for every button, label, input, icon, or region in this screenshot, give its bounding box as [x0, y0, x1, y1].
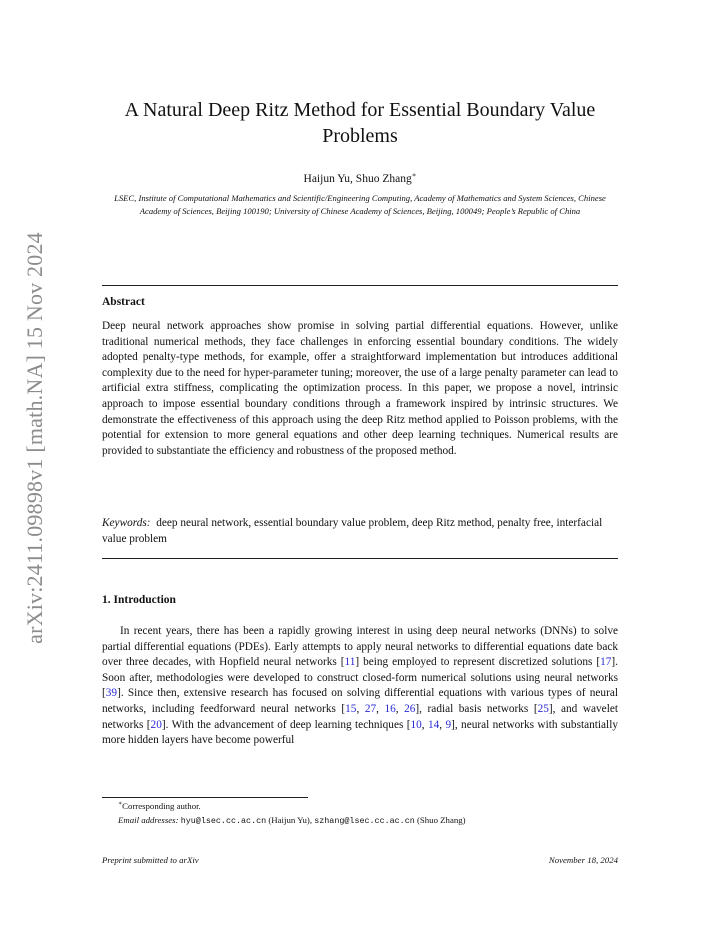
intro-text-segment: , — [376, 702, 385, 715]
email-name-zhang: (Shuo Zhang) — [414, 815, 466, 825]
intro-text-segment: , — [395, 702, 405, 715]
citation-link[interactable]: 16 — [384, 702, 396, 715]
citation-link[interactable]: 14 — [427, 718, 440, 731]
footnote-corresponding-text: Corresponding author. — [122, 800, 201, 811]
abstract-bottom-rule — [102, 558, 618, 559]
intro-text-segment: ], and wavelet networks [ — [102, 702, 618, 731]
intro-text-segment: ]. With the advancement of deep learning techniques [ — [161, 718, 411, 731]
footnote-corresponding — [118, 800, 201, 811]
intro-text-segment: , — [356, 702, 365, 715]
email-address-zhang[interactable]: szhang@lsec.cc.ac.cn — [314, 816, 415, 826]
abstract-top-rule — [102, 285, 618, 286]
paper-title: A Natural Deep Ritz Method for Essential Boundary Value Problems — [124, 99, 596, 147]
citation-link[interactable]: 26 — [404, 702, 416, 715]
intro-text-segment: , — [439, 718, 446, 731]
footnote-emails — [118, 815, 466, 826]
intro-text-segment: ]. Soon after, methodologies were developed to construct closed-form numerical solutions using neural networks [ — [102, 656, 618, 700]
intro-text-segment: ] being employed to represent discretized solutions [ — [355, 656, 601, 669]
author-names: Haijun Yu, Shuo Zhang — [303, 172, 412, 185]
arxiv-identifier-text: arXiv:2411.09898v1 [math.NA] 15 Nov 2024 — [22, 232, 48, 644]
intro-text-segment: In recent years, there has been a rapidly growing interest in using deep neural networks (DNNs) to solve partial differential equations (PDEs). Early attempts to apply neural networks to differential equations date back over three decades, with Hopfield neural networks [ — [102, 625, 618, 669]
email-address-yu[interactable]: hyu@lsec.cc.ac.cn — [180, 816, 267, 826]
affiliation: LSEC, Institute of Computational Mathematics and Scientific/Engineering Computing, Academy of Mathematics and System Sciences, Chinese Academy of Sciences, Beijing 100190; University of Chinese Academy of Sciences, Beijing, 100049; People’s Republic of China — [114, 193, 606, 216]
abstract-text: Deep neural network approaches show promise in solving partial differential equations. However, unlike traditional numerical methods, they face challenges in enforcing essential boundary conditions. The widely adopted penalty-type methods, for example, offer a straightforward implementation but introduces additional complexity due to the need for hyper-parameter tuning; moreover, the use of a large penalty parameter can lead to artificial extra stiffness, complicating the optimization process. In this paper, we propose a novel, intrinsic approach to impose essential boundary conditions through a framework inspired by intrinsic structures. We demonstrate the effectiveness of this approach using the deep Ritz method applied to Poisson problems, with the potential for extension to more general equations and other deep learning techniques. Numerical results are provided to substantiate the efficiency and robustness of the proposed method. — [102, 320, 618, 457]
intro-text-segment: ], radial basis networks [ — [415, 702, 538, 715]
email-label: Email addresses: — [118, 815, 179, 825]
intro-text-segment: ], neural networks with substantially more hidden layers have become powerful — [102, 718, 618, 747]
footnote-mark: ∗ — [118, 801, 123, 807]
citation-link[interactable]: 17 — [600, 656, 612, 669]
authors-line — [102, 171, 618, 185]
corresponding-author-mark: ∗ — [411, 171, 417, 179]
citation-link[interactable]: 9 — [445, 718, 452, 731]
citation-link[interactable]: 27 — [364, 702, 377, 715]
footer-preprint-note: Preprint submitted to arXiv — [102, 855, 199, 865]
introduction-paragraph — [102, 624, 618, 749]
introduction-heading: 1. Introduction — [102, 594, 176, 606]
citation-link[interactable]: 20 — [150, 718, 162, 731]
arxiv-identifier-stamp — [18, 228, 52, 648]
keywords — [102, 516, 618, 547]
abstract-heading: Abstract — [102, 296, 145, 308]
citation-link[interactable]: 10 — [410, 718, 422, 731]
keywords-label: Keywords: — [102, 517, 151, 529]
citation-link[interactable]: 11 — [344, 656, 356, 669]
intro-text-segment: ]. Since then, extensive research has focused on solving differential equations with various types of neural networks, including feedforward neural networks [ — [102, 687, 618, 715]
keywords-text: deep neural network, essential boundary value problem, deep Ritz method, penalty free, interfacial value problem — [102, 517, 603, 545]
citation-link[interactable]: 25 — [537, 702, 549, 715]
footnote-rule — [102, 797, 308, 798]
email-name-yu: (Haijun Yu), — [266, 815, 315, 825]
intro-text-segment: , — [421, 718, 428, 731]
footer-date: November 18, 2024 — [548, 855, 618, 865]
citation-link[interactable]: 39 — [105, 687, 118, 700]
citation-link[interactable]: 15 — [345, 702, 357, 715]
